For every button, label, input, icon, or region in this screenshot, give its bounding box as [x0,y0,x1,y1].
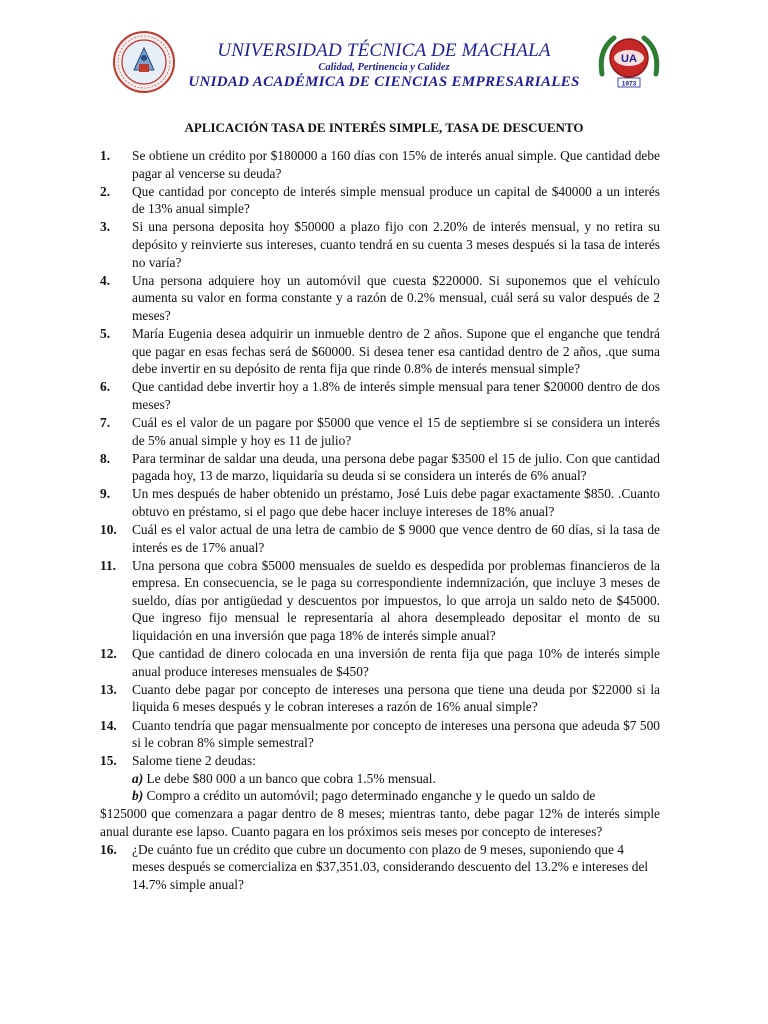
problem-number: 15. [100,753,117,769]
problem-number: 7. [100,414,111,430]
problem-text: Que cantidad de dinero colocada en una inversión de renta fija que paga 10% de interés simple anual produce intereses mensuales de $450? [132,646,660,679]
sub-text-a: Le debe $80 000 a un banco que cobra 1.5% mensual. [143,770,436,786]
university-motto: Calidad, Pertinencia y Calidez [318,62,450,73]
problem-text: María Eugenia desea adquirir un inmueble dentro de 2 años. Supone que el enganche que tendrá que pagar en esas fechas será de $60000. Si desea tener esa cantidad dentro de 2 años, .que suma debe invertir en su depósito de renta fija que rinde 0.8% de interés mensual simple? [132,325,660,377]
problem-item [100,378,660,413]
document-header [0,0,768,110]
problem-number: 11. [100,557,116,573]
problem-number: 4. [100,272,111,288]
problem-text: Un mes después de haber obtenido un préstamo, José Luis debe pagar exactamente $850. .Cuanto obtuvo en préstamo, si el pago que debe hacer incluye intereses de 18% anual? [132,486,660,519]
problem-number: 6. [100,379,111,395]
problem-text: Salome tiene 2 deudas: [132,753,256,769]
problem-text: Cuanto debe pagar por concepto de intereses una persona que tiene una deuda por $22000 si la liquida 6 meses después y le cobran intereses a razón de 16% anual simple? [132,681,660,715]
university-name: UNIVERSIDAD TÉCNICA DE MACHALA [217,40,551,61]
problem-number: 1. [100,148,111,163]
sub-label-a: a) [132,770,144,786]
problem-item [100,521,660,556]
problem-item [100,183,660,218]
problem-item [100,485,660,520]
problem-number: 10. [100,521,117,537]
problem-item [100,645,660,680]
problem-number: 5. [100,325,111,341]
problem-number: 3. [100,219,111,235]
problem-text: Cuál es el valor de un pagare por $5000 que vence el 15 de septiembre si se considera un interés de 5% anual simple y hoy es 11 de julio? [132,414,660,448]
problem-item [100,681,660,716]
sub-item-b [132,787,660,805]
problem-number: 2. [100,183,111,199]
problem-number: 12. [100,646,117,662]
academic-unit-name: UNIDAD ACADÉMICA DE CIENCIAS EMPRESARIALES [188,74,580,90]
problem-text: Que cantidad por concepto de interés simple mensual produce un capital de $40000 a un interés de 13% anual simple? [132,183,660,217]
problem-text: Una persona que cobra $5000 mensuales de sueldo es despedida por problemas financieros de la empresa. En consecuencia, se le paga su correspondiente indemnización, que incluye 3 meses de sueldo, días por antigüedad y descuentos por impuestos, lo que arroja un saldo neto de $45000. Que ingreso fijo mensual le representaría al ahora desempleado depositar el monto de su liquidación en una inversión que paga 18% de interés simple anual? [132,557,660,644]
problem-item-16 [100,841,660,894]
emblem-year: 1973 [621,80,637,88]
problem-text: Cuál es el valor actual de una letra de cambio de $ 9000 que vence dentro de 60 días, si la tasa de interés es de 17% anual? [132,521,660,555]
problem-item [100,272,660,325]
problem-item [100,717,660,752]
problem-item [100,218,660,271]
problem-item-15 [100,752,660,840]
unit-emblem-icon [596,30,662,92]
problem-item [100,450,660,485]
problem-number: 16. [100,841,117,857]
problem-number: 14. [100,717,117,733]
problem-number: 13. [100,681,117,697]
problem-text: Si una persona deposita hoy $50000 a plazo fijo con 2.20% de interés mensual, y no retira su depósito y reinvierte sus intereses, cuanto tendrá en su cuenta 3 meses después si la tasa de interés no varía? [132,219,660,270]
problem-text: Para terminar de saldar una deuda, una persona debe pagar $3500 el 15 de julio. Con que cantidad pagada hoy, 13 de marzo, liquidaría su deuda si se considera un interés de 6% anual? [132,450,660,484]
problem-text: Se obtiene un crédito por $180000 a 160 días con 15% de interés anual simple. Que cantidad debe pagar al vencerse su deuda? [132,148,660,181]
sub-text-b-first: Compro a crédito un automóvil; pago determinado enganche y le quedo un saldo de [143,788,596,804]
problem-text: Cuanto tendría que pagar mensualmente por concepto de intereses una persona que adeuda $7 500 si le cobran 8% simple semestral? [132,717,660,751]
problem-number: 9. [100,486,111,502]
svg-text:UA: UA [621,53,637,65]
problem-list [100,147,660,894]
problem-text: Que cantidad debe invertir hoy a 1.8% de interés simple mensual para tener $20000 dentro de dos meses? [132,379,660,412]
sub-label-b: b) [132,788,144,804]
problem-item [100,325,660,378]
problem-text: Una persona adquiere hoy un automóvil que cuesta $220000. Si suponemos que el vehículo aumenta su valor en forma constante y a razón de 0.2% mensual, cuál será su valor después de 2 meses? [132,272,660,323]
problem-number: 8. [100,450,111,466]
sub-text-b-rest: $125000 que comenzara a pagar dentro de 8 meses; mientras tanto, debe pagar 12% de interés simple anual durante ese lapso. Cuanto pagara en los próximos seis meses por concepto de intereses? [100,805,660,839]
problem-item [100,147,660,182]
page-title: APLICACIÓN TASA DE INTERÉS SIMPLE, TASA DE DESCUENTO [184,120,584,135]
problem-text: ¿De cuánto fue un crédito que cubre un documento con plazo de 9 meses, suponiendo que 4 meses después se comercializa en $37,351.03, considerando descuento del 13.2% e intereses del 14.7% simple anual? [132,841,649,892]
problem-item [100,414,660,449]
problem-item [100,557,660,645]
sub-item-a [132,770,660,788]
